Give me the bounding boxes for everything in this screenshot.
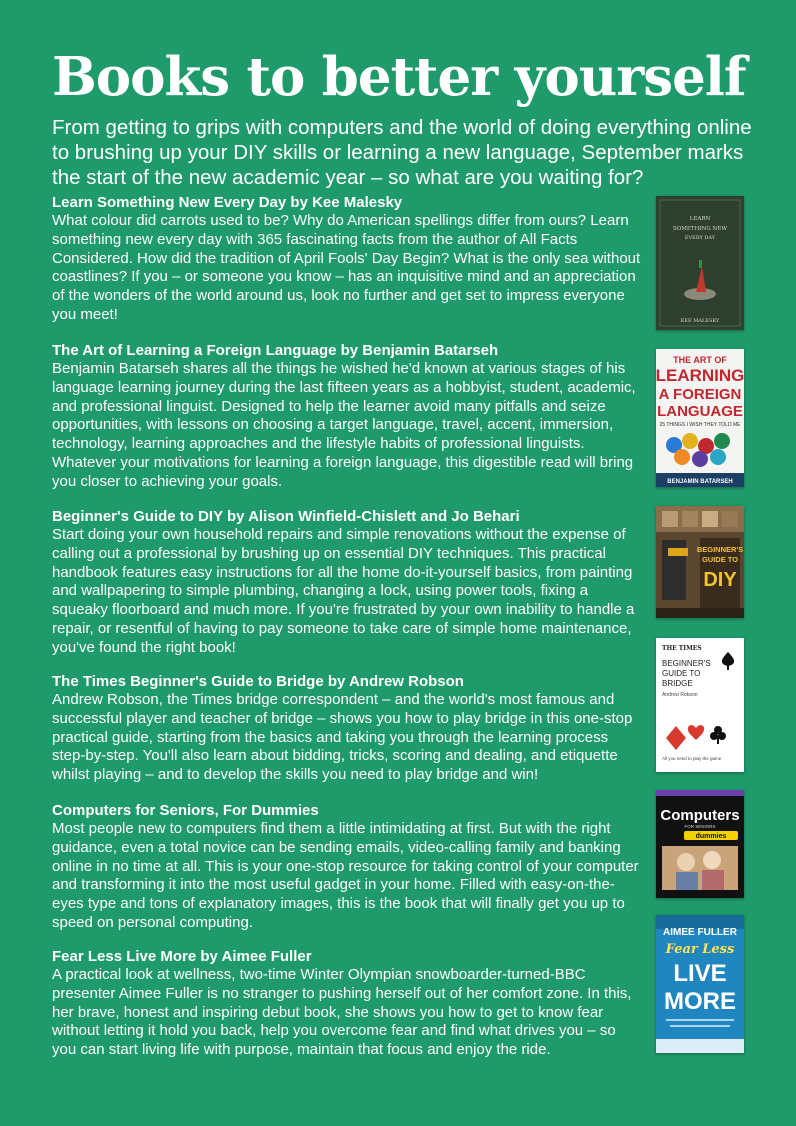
- book-heading: The Art of Learning a Foreign Language by Benjamin Batarseh: [52, 342, 499, 359]
- book-description: Andrew Robson, the Times bridge correspondent – and the world's most famous and successful player and teacher of bridge – shows you how to play bridge in this one-stop practical guide, starting from the basics and taking you through the learning process step-by-step. You'll also learn about bidding, tricks, scoring and dealing, and etiquette whilst playing – and to develop the skills you need to play bridge and win!: [52, 691, 633, 784]
- svg-text:LIVE: LIVE: [673, 960, 727, 987]
- svg-text:BEGINNER'S: BEGINNER'S: [696, 545, 744, 554]
- svg-text:All you need to play the game: All you need to play the game: [662, 756, 722, 761]
- book-entry: [52, 801, 642, 933]
- book-cover-art: [656, 790, 744, 898]
- svg-text:Andrew Robson: Andrew Robson: [662, 692, 698, 698]
- intro-text: From getting to grips with computers and the world of doing everything online to brushing up your DIY skills or learning a new language, September marks the start of the new academic year – so what are you waiting for?: [52, 116, 752, 189]
- book-cover-art: [656, 506, 744, 618]
- svg-text:dummies: dummies: [695, 833, 727, 840]
- book-heading: Beginner's Guide to DIY by Alison Winfield-Chislett and Jo Behari: [52, 508, 520, 525]
- svg-text:Fear Less: Fear Less: [665, 942, 735, 957]
- svg-text:BEGINNER'S: BEGINNER'S: [662, 659, 711, 668]
- svg-text:LEARNING: LEARNING: [656, 366, 744, 385]
- cover-title: LEARN: [689, 216, 711, 222]
- book-cover-learn-something-new: [656, 196, 744, 330]
- book-entry: [52, 193, 642, 325]
- svg-text:A FOREIGN: A FOREIGN: [658, 386, 742, 403]
- book-description: Benjamin Batarseh shares all the things he wished he'd known at various stages of his language learning journey during the last fifteen years as a hobbyist, student, academic, and professional linguist. Designed to help the learner avoid many pitfalls and seize opportunities, with lessons on choosing a target language, travel, accent, immersion, technology, learning approaches and the lifestyle habits of professional linguists. Whatever your motivations for learning a foreign language, this digestible read will bring you closer to achieving your goals.: [52, 360, 636, 490]
- book-heading: The Times Beginner's Guide to Bridge by Andrew Robson: [52, 673, 464, 690]
- svg-text:BENJAMIN BATARSEH: BENJAMIN BATARSEH: [667, 479, 733, 485]
- book-cover-art: [656, 349, 744, 487]
- svg-text:THE TIMES: THE TIMES: [662, 645, 702, 652]
- book-cover-art: [656, 638, 744, 772]
- svg-text:Computers: Computers: [660, 807, 740, 824]
- svg-text:GUIDE TO: GUIDE TO: [662, 669, 701, 678]
- book-description: What colour did carrots used to be? Why do American spellings differ from ours? Learn something new every day with 365 fascinating facts from the author of All Facts Considered. How did the tradition of April Fools' Day Begin? What is the only sea without coastlines? If you – or someone you know – has an inquisitive mind and an appreciation of the wonders of the world around us, look no further and get set to impress everyone you meet!: [52, 212, 641, 323]
- svg-text:FOR SENIORS: FOR SENIORS: [684, 824, 716, 829]
- svg-text:MORE: MORE: [664, 988, 736, 1015]
- book-cover-art: [656, 915, 744, 1053]
- book-description: Start doing your own household repairs and simple renovations without the expense of calling out a professional by brushing up on essential DIY techniques. This practical handbook features easy instructions for all the home do-it-yourself basics, from painting and wallpapering to simple plumbing, changing a lock, using power tools, fixing a squeaky floorboard and much more. If you're frustrated by your own inability to handle a repair, or resentful of having to pay someone to take care of simple home maintenance, you've found the right book!: [52, 526, 635, 656]
- svg-text:EVERY DAY: EVERY DAY: [684, 235, 716, 241]
- book-entry: [52, 672, 642, 785]
- book-cover-computers-dummies: [656, 790, 744, 898]
- svg-text:DIY: DIY: [703, 569, 737, 591]
- book-entry: [52, 507, 642, 658]
- book-heading: Fear Less Live More by Aimee Fuller: [52, 948, 312, 965]
- book-entry: [52, 341, 642, 492]
- book-description: Most people new to computers find them a little intimidating at first. But with the right guidance, even a total novice can be sending emails, video-calling family and banking online in no time at all. This is your one-stop resource for taking control of your computer and transforming it into the most useful gadget in your home. Filled with easy-on-the-eyes type and tons of explanatory images, this is the book that will finally get you up to speed on personal computing.: [52, 820, 639, 931]
- book-description: A practical look at wellness, two-time Winter Olympian snowboarder-turned-BBC presenter Aimee Fuller is no stranger to pushing herself out of her comfort zone. In this, her brave, honest and inspiring debut book, she shows you how to get to know fear without letting it hold you back, help you overcome fear and find what drives you – so you can start living life with purpose, maintain that focus and enjoy the ride.: [52, 966, 632, 1059]
- book-cover-fear-less: [656, 915, 744, 1053]
- svg-text:25 THINGS I WISH THEY TOLD ME: 25 THINGS I WISH THEY TOLD ME: [659, 422, 741, 428]
- book-heading: Learn Something New Every Day by Kee Malesky: [52, 194, 403, 211]
- book-cover-diy: [656, 506, 744, 618]
- svg-text:GUIDE TO: GUIDE TO: [701, 555, 739, 564]
- book-entry: [52, 947, 642, 1060]
- book-cover-bridge: [656, 638, 744, 772]
- cover-author: KEE MALESKY: [680, 318, 720, 324]
- book-cover-foreign-language: [656, 349, 744, 487]
- svg-text:BRIDGE: BRIDGE: [662, 679, 693, 688]
- book-heading: Computers for Seniors, For Dummies: [52, 802, 319, 819]
- svg-text:AIMEE FULLER: AIMEE FULLER: [663, 927, 737, 938]
- svg-text:SOMETHING NEW: SOMETHING NEW: [673, 226, 727, 232]
- svg-text:THE ART OF: THE ART OF: [673, 355, 727, 365]
- book-cover-art: [656, 196, 744, 330]
- page-title: Books to better yourself: [52, 46, 746, 108]
- svg-text:LANGUAGE: LANGUAGE: [657, 403, 743, 420]
